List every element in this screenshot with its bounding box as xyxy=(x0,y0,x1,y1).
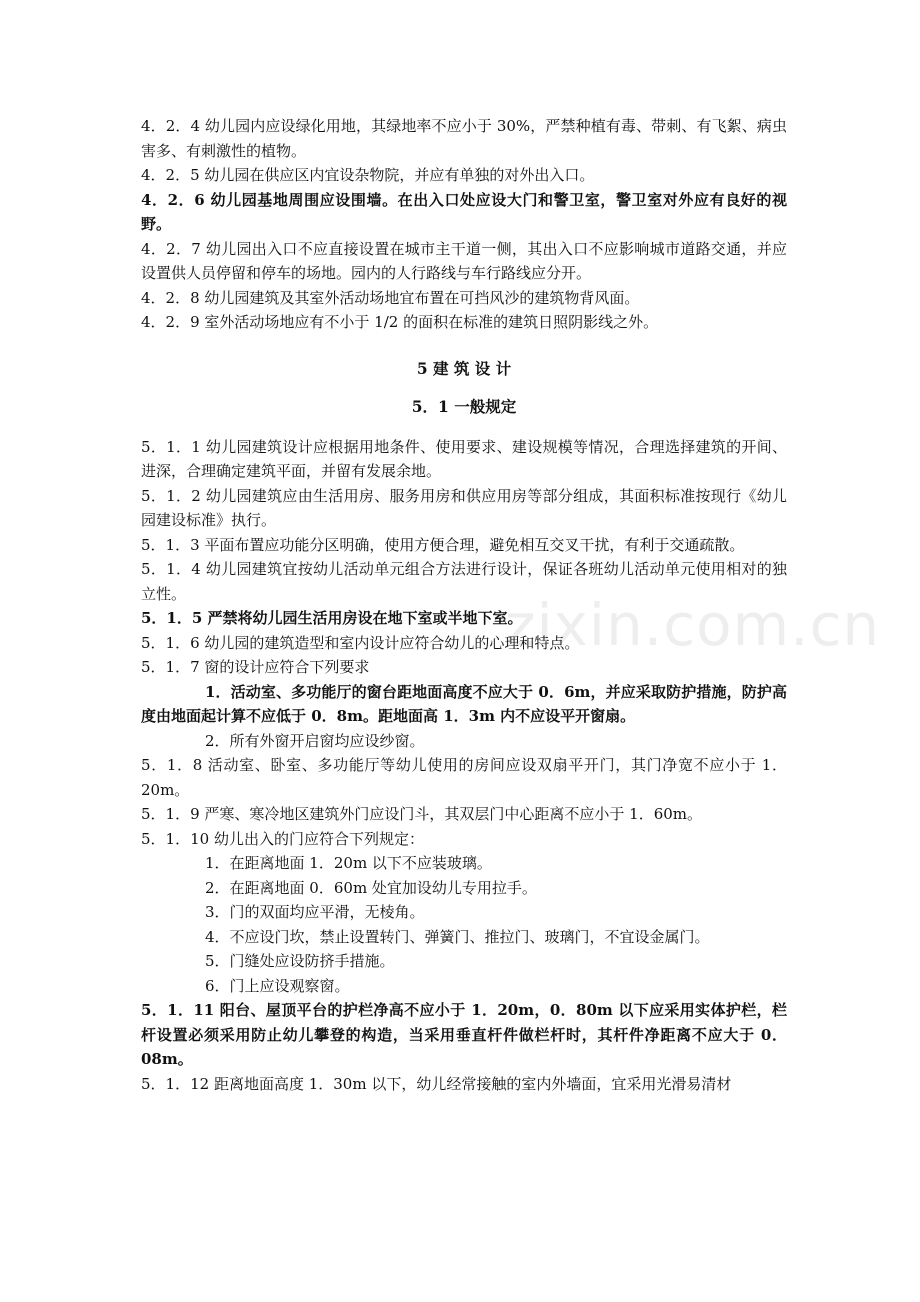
section-5-1-paragraphs xyxy=(141,435,881,1097)
clause-paragraph: 4．2．4 幼儿园内应设绿化用地，其绿地率不应小于 30%，严禁种植有毒、带刺、有飞絮、病虫害多、有刺激性的植物。 xyxy=(141,117,787,160)
clause-paragraph: 5．门缝处应设防挤手措施。 xyxy=(205,952,395,970)
clause-paragraph: 5．1．7 窗的设计应符合下列要求 xyxy=(141,658,370,676)
clause-paragraph: 4．2．5 幼儿园在供应区内宜设杂物院，并应有单独的对外出入口。 xyxy=(141,166,595,184)
section-title: 5．1 一般规定 xyxy=(411,396,517,416)
clause-paragraph: 5．1．11 阳台、屋顶平台的护栏净高不应小于 1．20m，0．80m 以下应采用实体护栏，栏杆设置必须采用防止幼儿攀登的构造，当采用垂直杆件做栏杆时，其杆件净距离不应大于 0．08m。 xyxy=(141,1001,787,1068)
clause-paragraph: 5．1．1 幼儿园建筑设计应根据用地条件、使用要求、建设规模等情况，合理选择建筑的开间、进深，合理确定建筑平面，并留有发展余地。 xyxy=(141,437,787,480)
document-body xyxy=(141,114,881,1096)
clause-paragraph: 4．2．7 幼儿园出入口不应直接设置在城市主干道一侧，其出入口不应影响城市道路交通，并应设置供人员停留和停车的场地。园内的人行路线与车行路线应分开。 xyxy=(141,239,787,282)
clause-paragraph: 5．1．3 平面布置应功能分区明确，使用方便合理，避免相互交叉干扰，有利于交通疏散。 xyxy=(141,535,745,554)
clause-paragraph: 2．在距离地面 0．60m 处宜加设幼儿专用拉手。 xyxy=(205,878,537,897)
clause-paragraph: 4．2．9 室外活动场地应有不小于 1/2 的面积在标准的建筑日照阴影线之外。 xyxy=(141,313,659,331)
watermark: zixin.com.cn xyxy=(505,591,881,659)
clause-paragraph: 1．在距离地面 1．20m 以下不应装玻璃。 xyxy=(205,854,492,872)
clause-paragraph: 3．门的双面均应平滑，无棱角。 xyxy=(205,903,425,921)
clause-paragraph: 1．活动室、多功能厅的窗台距地面高度不应大于 0．6m，并应采取防护措施，防护高度由地面起计算不应低于 0．8m。距地面高 1．3m 内不应设平开窗扇。 xyxy=(141,682,787,725)
chapter-title: 5 建 筑 设 计 xyxy=(416,358,512,378)
clause-paragraph: 4．2．6 幼儿园基地周围应设围墙。在出入口处应设大门和警卫室，警卫室对外应有良好的视野。 xyxy=(141,190,787,233)
clause-paragraph: 5．1．9 严寒、寒冷地区建筑外门应设门斗，其双层门中心距离不应小于 1．60m。 xyxy=(141,805,703,823)
clause-paragraph: 6．门上应设观察窗。 xyxy=(205,976,350,995)
clause-paragraph: 5．1．6 幼儿园的建筑造型和室内设计应符合幼儿的心理和特点。 xyxy=(141,633,580,652)
clause-paragraph: 5．1．10 幼儿出入的门应符合下列规定： xyxy=(141,829,424,848)
clause-paragraph: 2．所有外窗开启窗均应设纱窗。 xyxy=(205,731,425,750)
clause-paragraph: 5．1．8 活动室、卧室、多功能厅等幼儿使用的房间应设双扇平开门，其门净宽不应小于 1．20m。 xyxy=(141,756,787,799)
clause-paragraph: 5．1．12 距离地面高度 1．30m 以下，幼儿经常接触的室内外墙面，宜采用光滑易清材 xyxy=(141,1074,732,1093)
clause-paragraph: 4．不应设门坎，禁止设置转门、弹簧门、推拉门、玻璃门，不宜设金属门。 xyxy=(205,927,710,946)
clause-paragraph: 5．1．4 幼儿园建筑宜按幼儿活动单元组合方法进行设计，保证各班幼儿活动单元使用相对的独立性。 xyxy=(141,560,787,603)
section-4-2-paragraphs xyxy=(141,114,787,335)
clause-paragraph: 5．1．5 严禁将幼儿园生活用房设在地下室或半地下室。 xyxy=(141,609,523,627)
clause-paragraph: 5．1．2 幼儿园建筑应由生活用房、服务用房和供应用房等部分组成，其面积标准按现行《幼儿园建设标准》执行。 xyxy=(141,486,787,529)
clause-paragraph: 4．2．8 幼儿园建筑及其室外活动场地宜布置在可挡风沙的建筑物背风面。 xyxy=(141,288,640,307)
